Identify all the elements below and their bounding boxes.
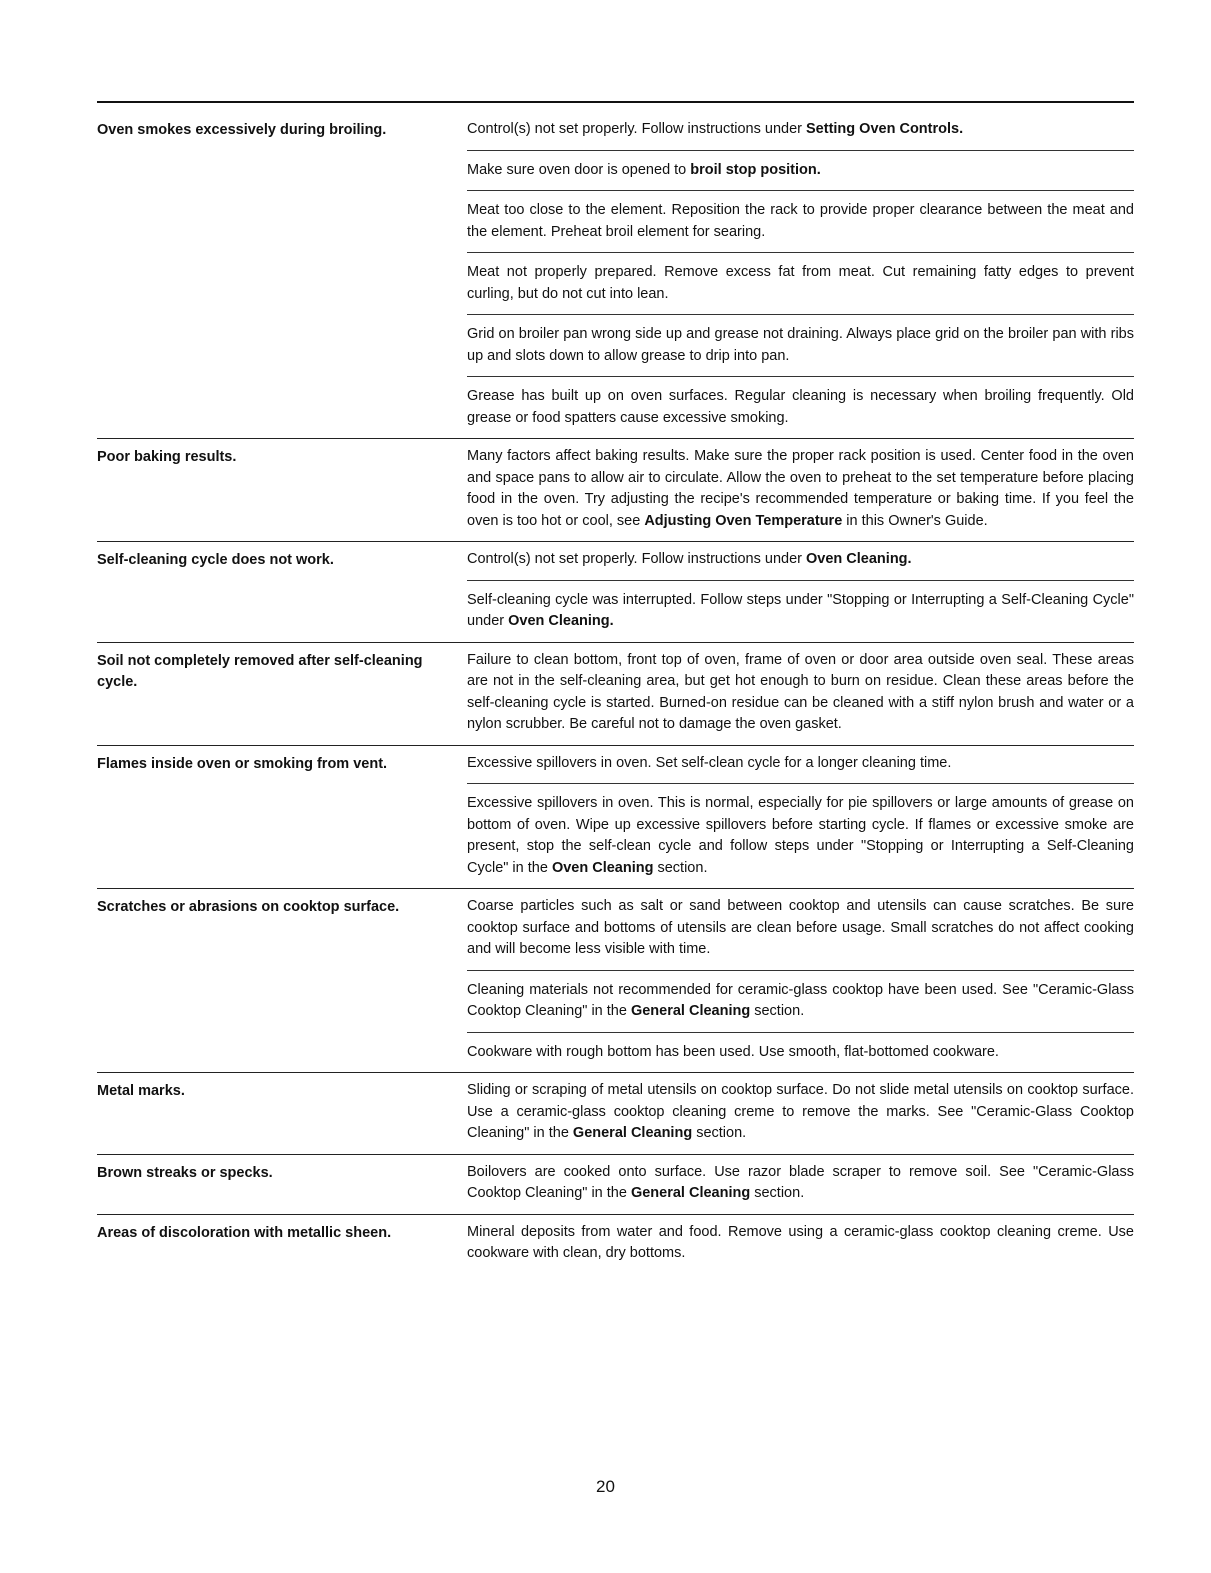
solution-text: Many factors affect baking results. Make sure the proper rack position is used. Center food in the oven and space pans to allow air to circulate. Allow the oven to preheat to the set temperature before placing food in the oven. Try adjusting the recipe's recommended temperature or baking time. If you feel the oven is too hot or cool, see <box>467 448 1134 529</box>
page-number: 20 <box>596 1477 615 1496</box>
solution-item <box>467 590 1134 636</box>
problem-label: Oven smokes excessively during broiling. <box>97 122 387 138</box>
table-row <box>97 896 1134 1073</box>
solution-item <box>467 650 1134 739</box>
solution-item <box>467 200 1134 253</box>
problem-label: Metal marks. <box>97 1083 185 1099</box>
section-reference: General Cleaning <box>630 1003 751 1019</box>
problem-label: Scratches or abrasions on cooktop surface. <box>97 899 400 915</box>
section-reference: Setting Oven Controls. <box>806 121 964 137</box>
solution-item <box>467 896 1134 971</box>
solution-list <box>467 896 1134 1066</box>
solution-text: Sliding or scraping of metal utensils on cooktop surface. Do not slide metal utensils on cooktop surface. Use a ceramic-glass cooktop cleaning creme to remove the marks. See "Ceramic-Glass Cooktop Cleaning" in the <box>467 1082 1134 1141</box>
solution-text: Mineral deposits from water and food. Remove using a ceramic-glass cooktop cleaning creme. Use cookware with clean, dry bottoms. <box>467 1223 1134 1261</box>
table-row <box>97 1162 1134 1215</box>
table-row <box>97 446 1134 542</box>
solution-item <box>467 446 1134 535</box>
problem-label: Flames inside oven or smoking from vent. <box>97 755 388 772</box>
section-reference: broil stop position. <box>690 161 821 178</box>
section-reference: Oven Cleaning. <box>508 613 614 629</box>
solution-item <box>467 160 1134 192</box>
solution-list <box>467 1222 1134 1268</box>
solution-list <box>467 1162 1134 1208</box>
solution-list <box>467 119 1134 432</box>
solution-item <box>467 1042 1134 1067</box>
table-row <box>97 1080 1134 1155</box>
solution-item <box>467 753 1134 785</box>
solution-list <box>467 549 1134 636</box>
solution-text: Excessive spillovers in oven. Set self-clean cycle for a longer cleaning time. <box>467 754 952 771</box>
solution-item <box>467 980 1134 1033</box>
solution-list <box>467 753 1134 883</box>
solution-text: Failure to clean bottom, front top of oven, frame of oven or door area outside oven seal. These areas are not in the self-cleaning area, but get hot enough to burn on residue. Clean these areas before the self-cleaning cycle is started. Burned-on residue can be cleaned with a stiff nylon brush and water or a nylon scrubber. Be careful not to damage the oven gasket. <box>467 651 1134 732</box>
solution-text: section. <box>692 1125 747 1141</box>
table-row <box>97 753 1134 890</box>
solution-text: Excessive spillovers in oven. This is normal, especially for pie spillovers or large amounts of grease on bottom of oven. Wipe up excessive spillovers before starting cycle. If flames or excessive smoke are present, stop the self-clean cycle and follow steps under "Stopping or Interrupting a Self-Cleaning Cycle" in the <box>467 795 1134 876</box>
solution-text: section. <box>750 1185 805 1201</box>
table-body <box>97 119 1134 1274</box>
table-row <box>97 650 1134 746</box>
solution-text: in this Owner's Guide. <box>842 512 988 529</box>
solution-item <box>467 793 1134 882</box>
solution-item <box>467 324 1134 377</box>
table-row <box>97 119 1134 439</box>
problem-label: Soil not completely removed after self-cleaning cycle. <box>97 652 423 690</box>
section-reference: Oven Cleaning. <box>806 551 912 567</box>
solution-text: Coarse particles such as salt or sand between cooktop and utensils can cause scratches. Be sure cooktop surface and bottoms of utensils are clean before usage. Small scratches do not affect cooking and will become less visible with time. <box>467 898 1134 957</box>
solution-text: Boilovers are cooked onto surface. Use razor blade scraper to remove soil. See "Ceramic-Glass Cooktop Cleaning" in the <box>467 1163 1134 1201</box>
solution-list <box>467 1080 1134 1148</box>
solution-item <box>467 262 1134 315</box>
solution-text: Meat too close to the element. Reposition the rack to provide proper clearance between the meat and the element. Preheat broil element for searing. <box>467 202 1134 240</box>
problem-label: Self-cleaning cycle does not work. <box>97 552 334 568</box>
solution-text: Self-cleaning cycle was interrupted. Follow steps under "Stopping or Interrupting a Self-Cleaning Cycle" under <box>467 591 1134 629</box>
solution-item <box>467 119 1134 151</box>
solution-text: Cleaning materials not recommended for ceramic-glass cooktop have been used. See "Ceramic-Glass Cooktop Cleaning" in the <box>467 981 1134 1019</box>
solution-text: Grid on broiler pan wrong side up and grease not draining. Always place grid on the broiler pan with ribs up and slots down to allow grease to drip into pan. <box>467 326 1134 364</box>
solution-text: Make sure oven door is opened to <box>467 161 691 178</box>
solution-item <box>467 1080 1134 1148</box>
solution-item <box>467 1222 1134 1268</box>
problem-label: Brown streaks or specks. <box>97 1164 273 1181</box>
table-row <box>97 1222 1134 1274</box>
problem-label: Areas of discoloration with metallic sheen. <box>97 1224 392 1241</box>
solution-text: Cookware with rough bottom has been used. Use smooth, flat-bottomed cookware. <box>467 1043 999 1060</box>
solution-item <box>467 1162 1134 1208</box>
solution-text: Grease has built up on oven surfaces. Regular cleaning is necessary when broiling frequently. Old grease or food spatters cause excessive smoking. <box>467 388 1134 426</box>
solution-item <box>467 386 1134 432</box>
solution-text: section. <box>750 1003 805 1019</box>
table-row <box>97 549 1134 643</box>
solution-list <box>467 446 1134 535</box>
troubleshooting-table <box>97 101 1134 1281</box>
solution-text: Control(s) not set properly. Follow instructions under <box>467 551 807 567</box>
solution-item <box>467 549 1134 581</box>
section-reference: General Cleaning <box>630 1185 751 1201</box>
solution-list <box>467 650 1134 739</box>
section-reference: Adjusting Oven Temperature <box>644 512 843 529</box>
solution-text: Control(s) not set properly. Follow instructions under <box>467 121 807 137</box>
problem-label: Poor baking results. <box>97 449 237 465</box>
section-reference: Oven Cleaning <box>551 859 654 876</box>
section-reference: General Cleaning <box>572 1125 693 1141</box>
solution-text: section. <box>653 859 708 876</box>
solution-text: Meat not properly prepared. Remove excess fat from meat. Cut remaining fatty edges to prevent curling, but do not cut into lean. <box>467 264 1134 302</box>
top-rule <box>97 101 1134 103</box>
